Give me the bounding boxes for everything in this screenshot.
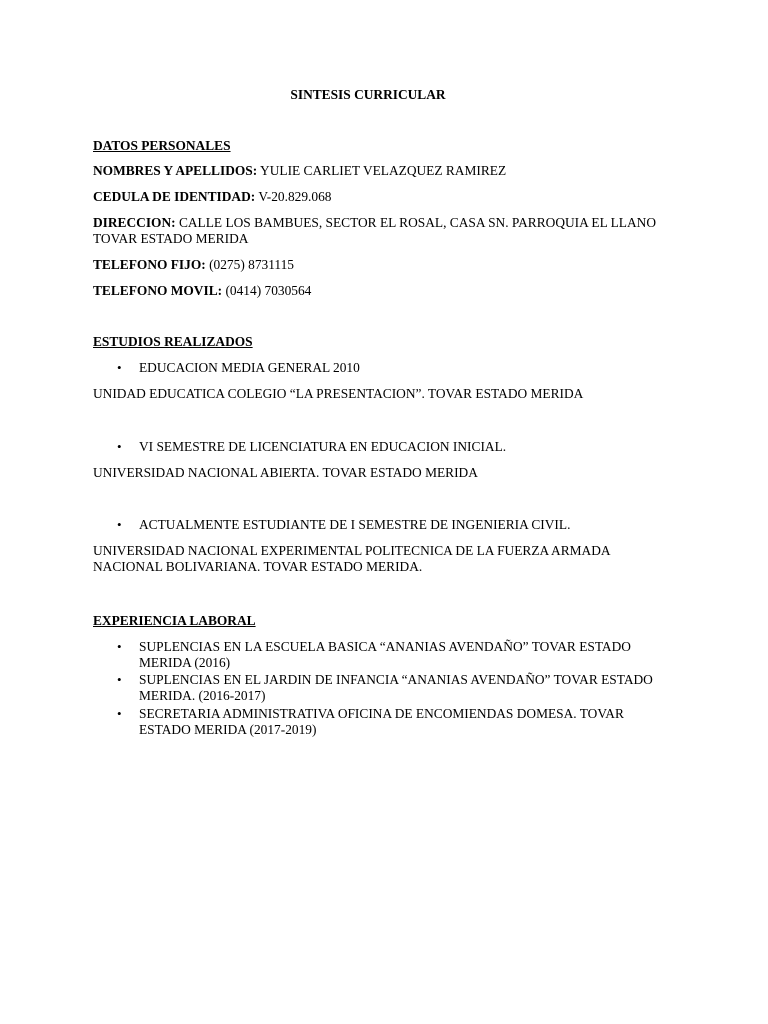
field-mobile xyxy=(93,283,663,299)
study-title: ACTUALMENTE ESTUDIANTE DE I SEMESTRE DE INGENIERIA CIVIL. xyxy=(139,517,571,532)
field-mobile-value: (0414) 7030564 xyxy=(225,283,312,298)
study-title: VI SEMESTRE DE LICENCIATURA EN EDUCACION INICIAL. xyxy=(139,439,507,454)
field-mobile-label: TELEFONO MOVIL: xyxy=(93,283,223,298)
bullet-icon: • xyxy=(117,360,122,375)
document-title: SINTESIS CURRICULAR xyxy=(290,87,446,102)
bullet-icon: • xyxy=(117,706,122,721)
bullet-icon: • xyxy=(117,439,122,454)
personal-data-heading: DATOS PERSONALES xyxy=(93,138,231,153)
bullet-icon: • xyxy=(117,517,122,532)
field-full-name-label: NOMBRES Y APELLIDOS: xyxy=(93,163,258,178)
field-id-number-value: V-20.829.068 xyxy=(258,189,332,204)
study-bullet-item xyxy=(117,517,673,533)
field-landline-value: (0275) 8731115 xyxy=(209,257,294,272)
field-address-value: CALLE LOS BAMBUES, SECTOR EL ROSAL, CASA SN. PARROQUIA EL LLANO TOVAR ESTADO MERIDA xyxy=(93,215,656,246)
field-id-number xyxy=(93,189,663,205)
study-bullet-item xyxy=(117,360,673,376)
experience-text: SECRETARIA ADMINISTRATIVA OFICINA DE ENCOMIENDAS DOMESA. TOVAR ESTADO MERIDA (2017-2019) xyxy=(139,706,624,737)
study-title: EDUCACION MEDIA GENERAL 2010 xyxy=(139,360,360,375)
field-landline-label: TELEFONO FIJO: xyxy=(93,257,206,272)
field-full-name xyxy=(93,163,663,179)
field-landline xyxy=(93,257,663,273)
study-institution: UNIDAD EDUCATICA COLEGIO “LA PRESENTACION”. TOVAR ESTADO MERIDA xyxy=(93,386,584,401)
study-institution: UNIVERSIDAD NACIONAL EXPERIMENTAL POLITECNICA DE LA FUERZA ARMADA NACIONAL BOLIVARIANA. TOVAR ESTADO MERIDA. xyxy=(93,543,610,574)
field-address-label: DIRECCION: xyxy=(93,215,176,230)
field-address xyxy=(93,215,663,247)
experience-item xyxy=(117,672,673,704)
study-institution: UNIVERSIDAD NACIONAL ABIERTA. TOVAR ESTADO MERIDA xyxy=(93,465,478,480)
field-full-name-value: YULIE CARLIET VELAZQUEZ RAMIREZ xyxy=(260,163,507,178)
studies-heading: ESTUDIOS REALIZADOS xyxy=(93,334,253,349)
study-bullet-item xyxy=(117,439,673,455)
experience-item xyxy=(117,706,673,738)
experience-heading: EXPERIENCIA LABORAL xyxy=(93,613,256,628)
experience-text: SUPLENCIAS EN LA ESCUELA BASICA “ANANIAS AVENDAÑO” TOVAR ESTADO MERIDA (2016) xyxy=(139,639,631,670)
experience-item xyxy=(117,639,673,671)
field-id-number-label: CEDULA DE IDENTIDAD: xyxy=(93,189,256,204)
bullet-icon: • xyxy=(117,639,122,654)
experience-text: SUPLENCIAS EN EL JARDIN DE INFANCIA “ANANIAS AVENDAÑO” TOVAR ESTADO MERIDA. (2016-2017) xyxy=(139,672,653,703)
bullet-icon: • xyxy=(117,672,122,687)
